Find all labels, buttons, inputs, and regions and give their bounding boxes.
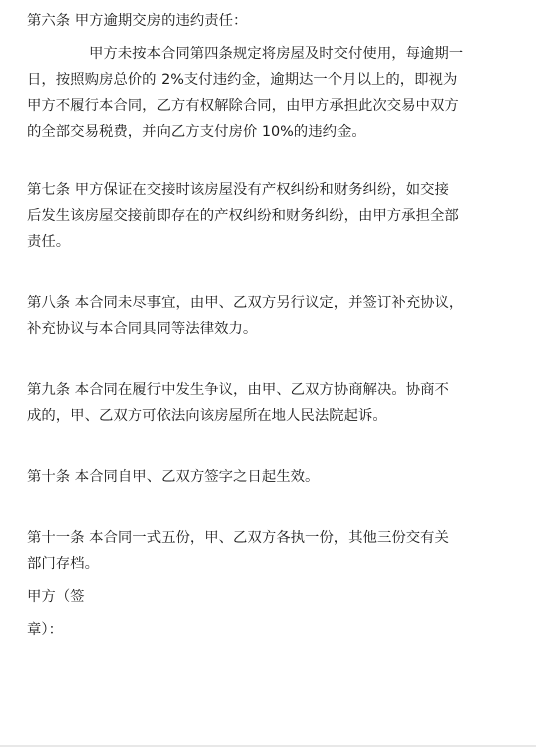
clause-8-line: 补充协议与本合同具同等法律效力。 xyxy=(27,321,258,337)
clause-6-line: 甲方未按本合同第四条规定将房屋及时交付使用，每逾期一 xyxy=(89,46,464,62)
clause-7-line: 第七条 甲方保证在交接时该房屋没有产权纠纷和财务纠纷，如交接 xyxy=(27,182,449,198)
clause-6-line: 的全部交易税费，并向乙方支付房价 10%的违约金。 xyxy=(27,124,366,140)
clause-10 xyxy=(27,464,511,490)
clause-7-line: 责任。 xyxy=(27,234,71,250)
clause-11-line: 第十一条 本合同一式五份，甲、乙双方各执一份，其他三份交有关 xyxy=(27,530,449,546)
clause-7-line: 后发生该房屋交接前即存在的产权纠纷和财务纠纷，由甲方承担全部 xyxy=(27,208,459,224)
signature-block xyxy=(27,584,511,643)
clause-6 xyxy=(27,8,511,145)
clause-9 xyxy=(27,377,511,429)
clause-8 xyxy=(27,290,511,342)
clause-6-heading: 第六条 甲方逾期交房的违约责任： xyxy=(27,13,248,29)
clause-10-line: 第十条 本合同自甲、乙双方签字之日起生效。 xyxy=(27,469,320,485)
clause-6-line: 甲方不履行本合同，乙方有权解除合同，由甲方承担此次交易中双方 xyxy=(27,98,459,114)
clause-9-line: 第九条 本合同在履行中发生争议，由甲、乙双方协商解决。协商不 xyxy=(27,382,449,398)
clause-7 xyxy=(27,177,511,255)
clause-6-line: 日，按照购房总价的 2%支付违约金，逾期达一个月以上的，即视为 xyxy=(27,72,458,88)
clause-8-line: 第八条 本合同未尽事宜，由甲、乙双方另行议定，并签订补充协议， xyxy=(27,295,464,311)
clause-11 xyxy=(27,525,511,577)
clause-9-line: 成的，甲、乙双方可依法向该房屋所在地人民法院起诉。 xyxy=(27,408,387,424)
clause-11-line: 部门存档。 xyxy=(27,556,99,572)
contract-document xyxy=(27,8,511,643)
party-a-seal-label: 章）： xyxy=(27,622,63,638)
party-a-signature-label: 甲方（签 xyxy=(27,589,85,605)
